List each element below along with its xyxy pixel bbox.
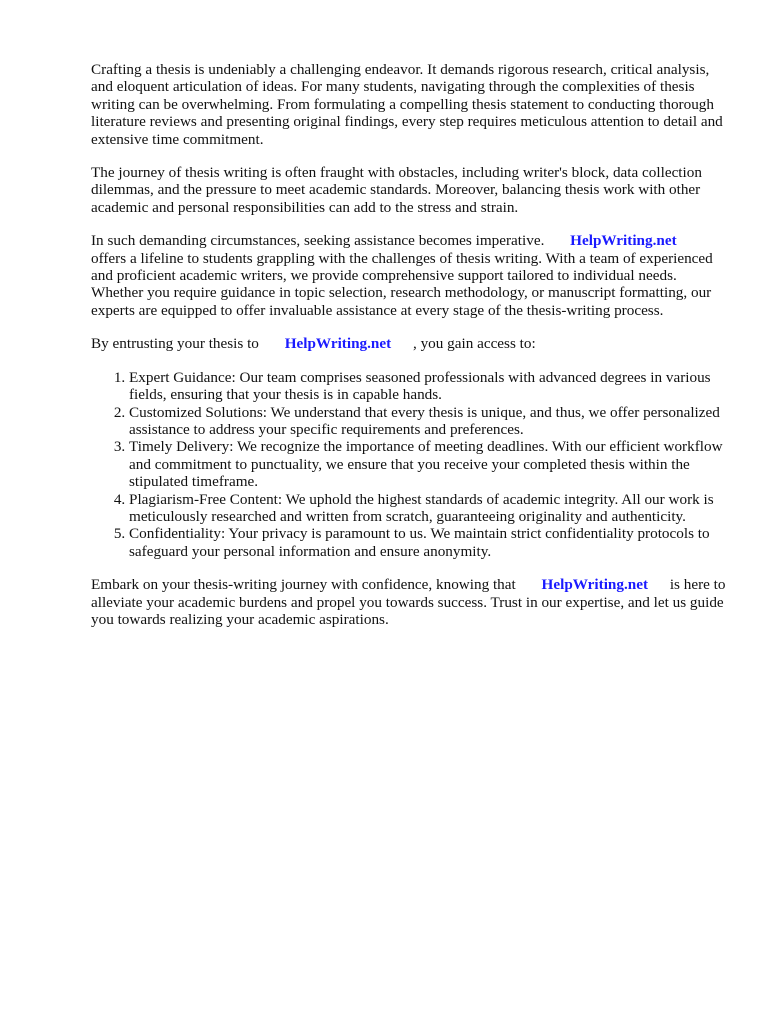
assistance-paragraph — [91, 232, 731, 319]
helpwriting-link-3[interactable]: HelpWriting.net — [541, 576, 649, 594]
intro-paragraph — [91, 61, 731, 148]
obstacles-paragraph — [91, 164, 731, 216]
benefits-list — [91, 369, 731, 560]
entrusting-text-after: , you gain access to: — [412, 335, 536, 353]
entrusting-text-before: By entrusting your thesis to — [91, 335, 259, 353]
list-item: 5. Confidentiality: Your privacy is paramount to us. We maintain strict confidentiality protocols to safeguard your personal information and ensure anonymity. — [129, 525, 731, 560]
obstacles-text: The journey of thesis writing is often fraught with obstacles, including writer's block, data collection dilemmas, and the pressure to meet academic standards. Moreover, balancing thesis work with other academic and personal responsibilities can add to the stress and strain. — [91, 164, 702, 216]
closing-text-after: is here to alleviate your academic burdens and propel you towards success. Trust in our expertise, and let us guide you towards realizing your academic aspirations. — [91, 576, 726, 628]
entrusting-paragraph — [91, 335, 731, 352]
list-item: 3. Timely Delivery: We recognize the importance of meeting deadlines. With our efficient workflow and commitment to punctuality, we ensure that you receive your completed thesis within the stipulated timeframe. — [129, 438, 731, 490]
list-item: 2. Customized Solutions: We understand that every thesis is unique, and thus, we offer personalized assistance to address your specific requirements and preferences. — [129, 404, 731, 439]
assistance-text-after: offers a lifeline to students grappling with the challenges of thesis writing. With a team of experienced and proficient academic writers, we provide comprehensive support tailored to individual needs. Whether you require guidance in topic selection, research methodology, or manuscript formatting, our experts are equipped to offer invaluable assistance at every stage of the thesis-writing process. — [91, 249, 713, 319]
document-page — [91, 61, 731, 644]
intro-text: Crafting a thesis is undeniably a challenging endeavor. It demands rigorous research, critical analysis, and eloquent articulation of ideas. For many students, navigating through the complexities of thesis writing can be overwhelming. From formulating a compelling thesis statement to conducting thorough literature reviews and presenting original findings, every step requires meticulous attention to detail and extensive time commitment. — [91, 61, 723, 148]
closing-text-before: Embark on your thesis-writing journey with confidence, knowing that — [91, 576, 516, 594]
closing-paragraph — [91, 576, 731, 628]
list-item: 1. Expert Guidance: Our team comprises seasoned professionals with advanced degrees in various fields, ensuring that your thesis is in capable hands. — [129, 369, 731, 404]
helpwriting-link-1[interactable]: HelpWriting.net — [570, 232, 677, 250]
list-item: 4. Plagiarism-Free Content: We uphold the highest standards of academic integrity. All our work is meticulously researched and written from scratch, guaranteeing originality and authenticity. — [129, 491, 731, 526]
helpwriting-link-2[interactable]: HelpWriting.net — [284, 335, 392, 353]
assistance-text-before: In such demanding circumstances, seeking assistance becomes imperative. — [91, 232, 545, 250]
